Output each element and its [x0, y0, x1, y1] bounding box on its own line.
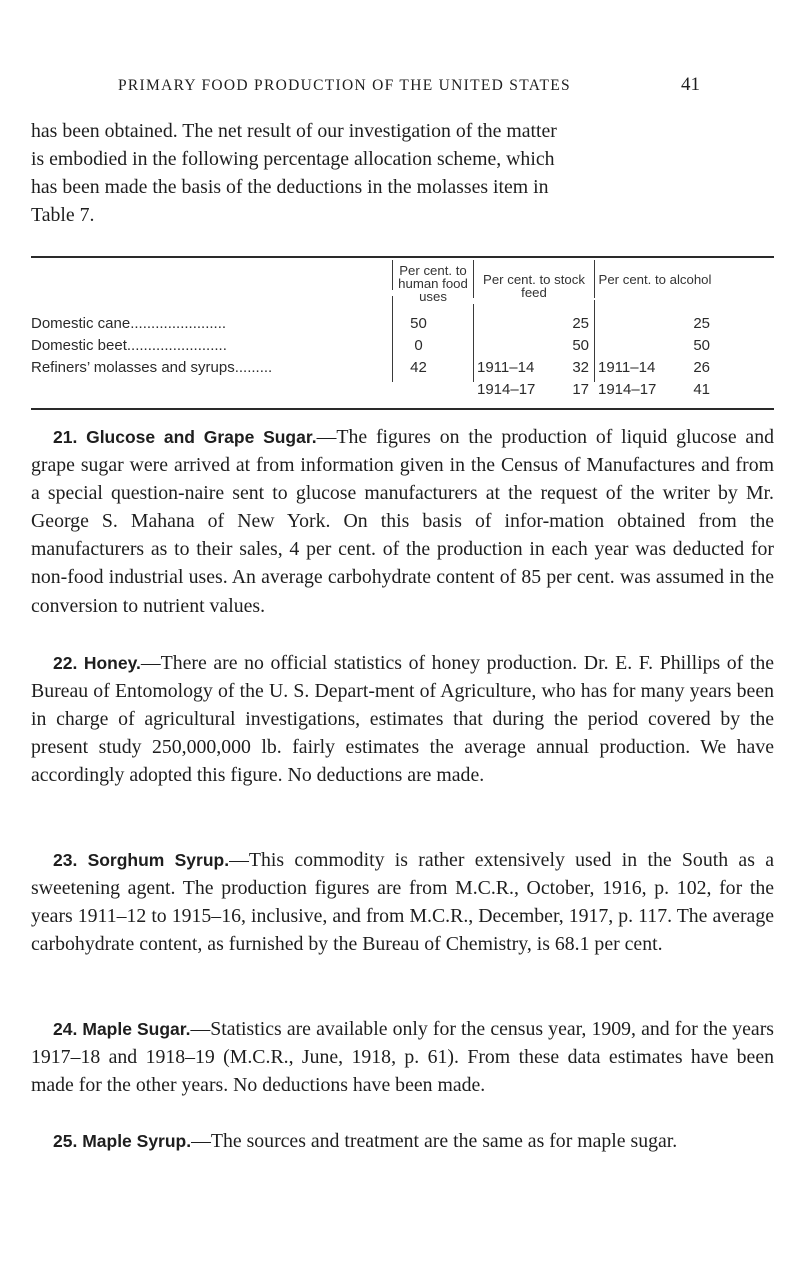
running-head-title: PRIMARY FOOD PRODUCTION OF THE UNITED STATES — [118, 77, 571, 94]
column-header-human: Per cent. to human food uses — [398, 263, 468, 304]
section-maple-syrup — [31, 1127, 774, 1155]
section-heading: 22. Honey. — [53, 653, 141, 673]
row-label: Domestic beet........................ — [31, 337, 227, 354]
section-glucose — [31, 423, 774, 620]
section-text: —There are no official statistics of honey production. Dr. E. F. Phillips of the Bureau of Entomology of the U. S. Depart-ment of Agriculture, who has for many years been in charge of agricultural investigations, estimates that during the period covered by the present study 250,000,000 lb. fairly estimates the average annual production. We have accordingly adopted this figure. No deductions are made. — [31, 652, 774, 787]
section-honey — [31, 649, 774, 789]
column-header-alcohol: Per cent. to alcohol — [598, 272, 712, 287]
row-label: Domestic cane....................... — [31, 315, 227, 332]
running-head — [118, 74, 700, 96]
section-sorghum — [31, 846, 774, 958]
cell-stock-period: 1911–14 — [477, 359, 535, 376]
column-divider — [473, 304, 474, 382]
intro-line: is embodied in the following percentage allocation scheme, which — [31, 148, 555, 171]
cell-alcohol: 50 — [693, 337, 710, 354]
section-heading: 23. Sorghum Syrup. — [53, 850, 230, 870]
section-text: —The sources and treatment are the same as for maple sugar. — [191, 1130, 678, 1152]
allocation-table — [31, 256, 774, 398]
section-text: —Statistics are available only for the census year, 1909, and for the years 1917–18 and 1918–19 (M.C.R., June, 1918, p. 61). From these data estimates have been made for the other years. No deductions have been made. — [31, 1018, 774, 1097]
cell-stock-period: 1914–17 — [477, 381, 536, 398]
cell-stock: 32 — [572, 359, 589, 376]
column-divider — [392, 296, 393, 382]
cell-alcohol: 41 — [693, 381, 710, 398]
section-maple-sugar — [31, 1015, 774, 1099]
cell-alcohol-period: 1914–17 — [598, 381, 657, 398]
section-text: —The figures on the production of liquid glucose and grape sugar were arrived at from information given in the Census of Manufactures and from a special question-naire sent to glucose manufacturers at the request of the writer by Mr. George S. Mahana of New York. On this basis of infor-mation obtained from the manufacturers as to their sales, 4 per cent. of the production in each year was deducted for non-food industrial uses. An average carbohydrate content of 85 per cent. was assumed in the conversion to nutrient values. — [31, 426, 774, 617]
table-bottom-rule — [31, 408, 774, 410]
column-header-stock: Per cent. to stock feed — [483, 272, 585, 300]
cell-human: 42 — [410, 359, 427, 376]
section-heading: 21. Glucose and Grape Sugar. — [53, 427, 317, 447]
header-divider — [473, 260, 474, 298]
intro-line: Table 7. — [31, 204, 95, 227]
header-divider — [392, 260, 393, 290]
cell-alcohol-period: 1911–14 — [598, 359, 656, 376]
cell-stock: 17 — [572, 381, 589, 398]
header-divider — [594, 260, 595, 298]
row-label: Refiners’ molasses and syrups......... — [31, 359, 273, 376]
section-heading: 24. Maple Sugar. — [53, 1019, 191, 1039]
cell-human: 0 — [414, 337, 423, 354]
cell-alcohol: 25 — [693, 315, 710, 332]
intro-line: has been made the basis of the deductions in the molasses item in — [31, 176, 549, 199]
table-top-rule — [31, 256, 774, 258]
section-heading: 25. Maple Syrup. — [53, 1131, 192, 1151]
intro-paragraph — [31, 117, 774, 229]
cell-human: 50 — [410, 315, 427, 332]
cell-stock: 50 — [572, 337, 589, 354]
page-number: 41 — [681, 74, 700, 95]
cell-alcohol: 26 — [693, 359, 710, 376]
section-text: —This commodity is rather extensively used in the South as a sweetening agent. The production figures are from M.C.R., October, 1916, p. 102, for the years 1911–12 to 1915–16, inclusive, and from M.C.R., December, 1917, p. 117. The average carbohydrate content, as furnished by the Bureau of Chemistry, is 68.1 per cent. — [31, 849, 775, 956]
intro-line: has been obtained. The net result of our investigation of the matter — [31, 120, 557, 142]
column-divider — [594, 300, 595, 382]
cell-stock: 25 — [572, 315, 589, 332]
